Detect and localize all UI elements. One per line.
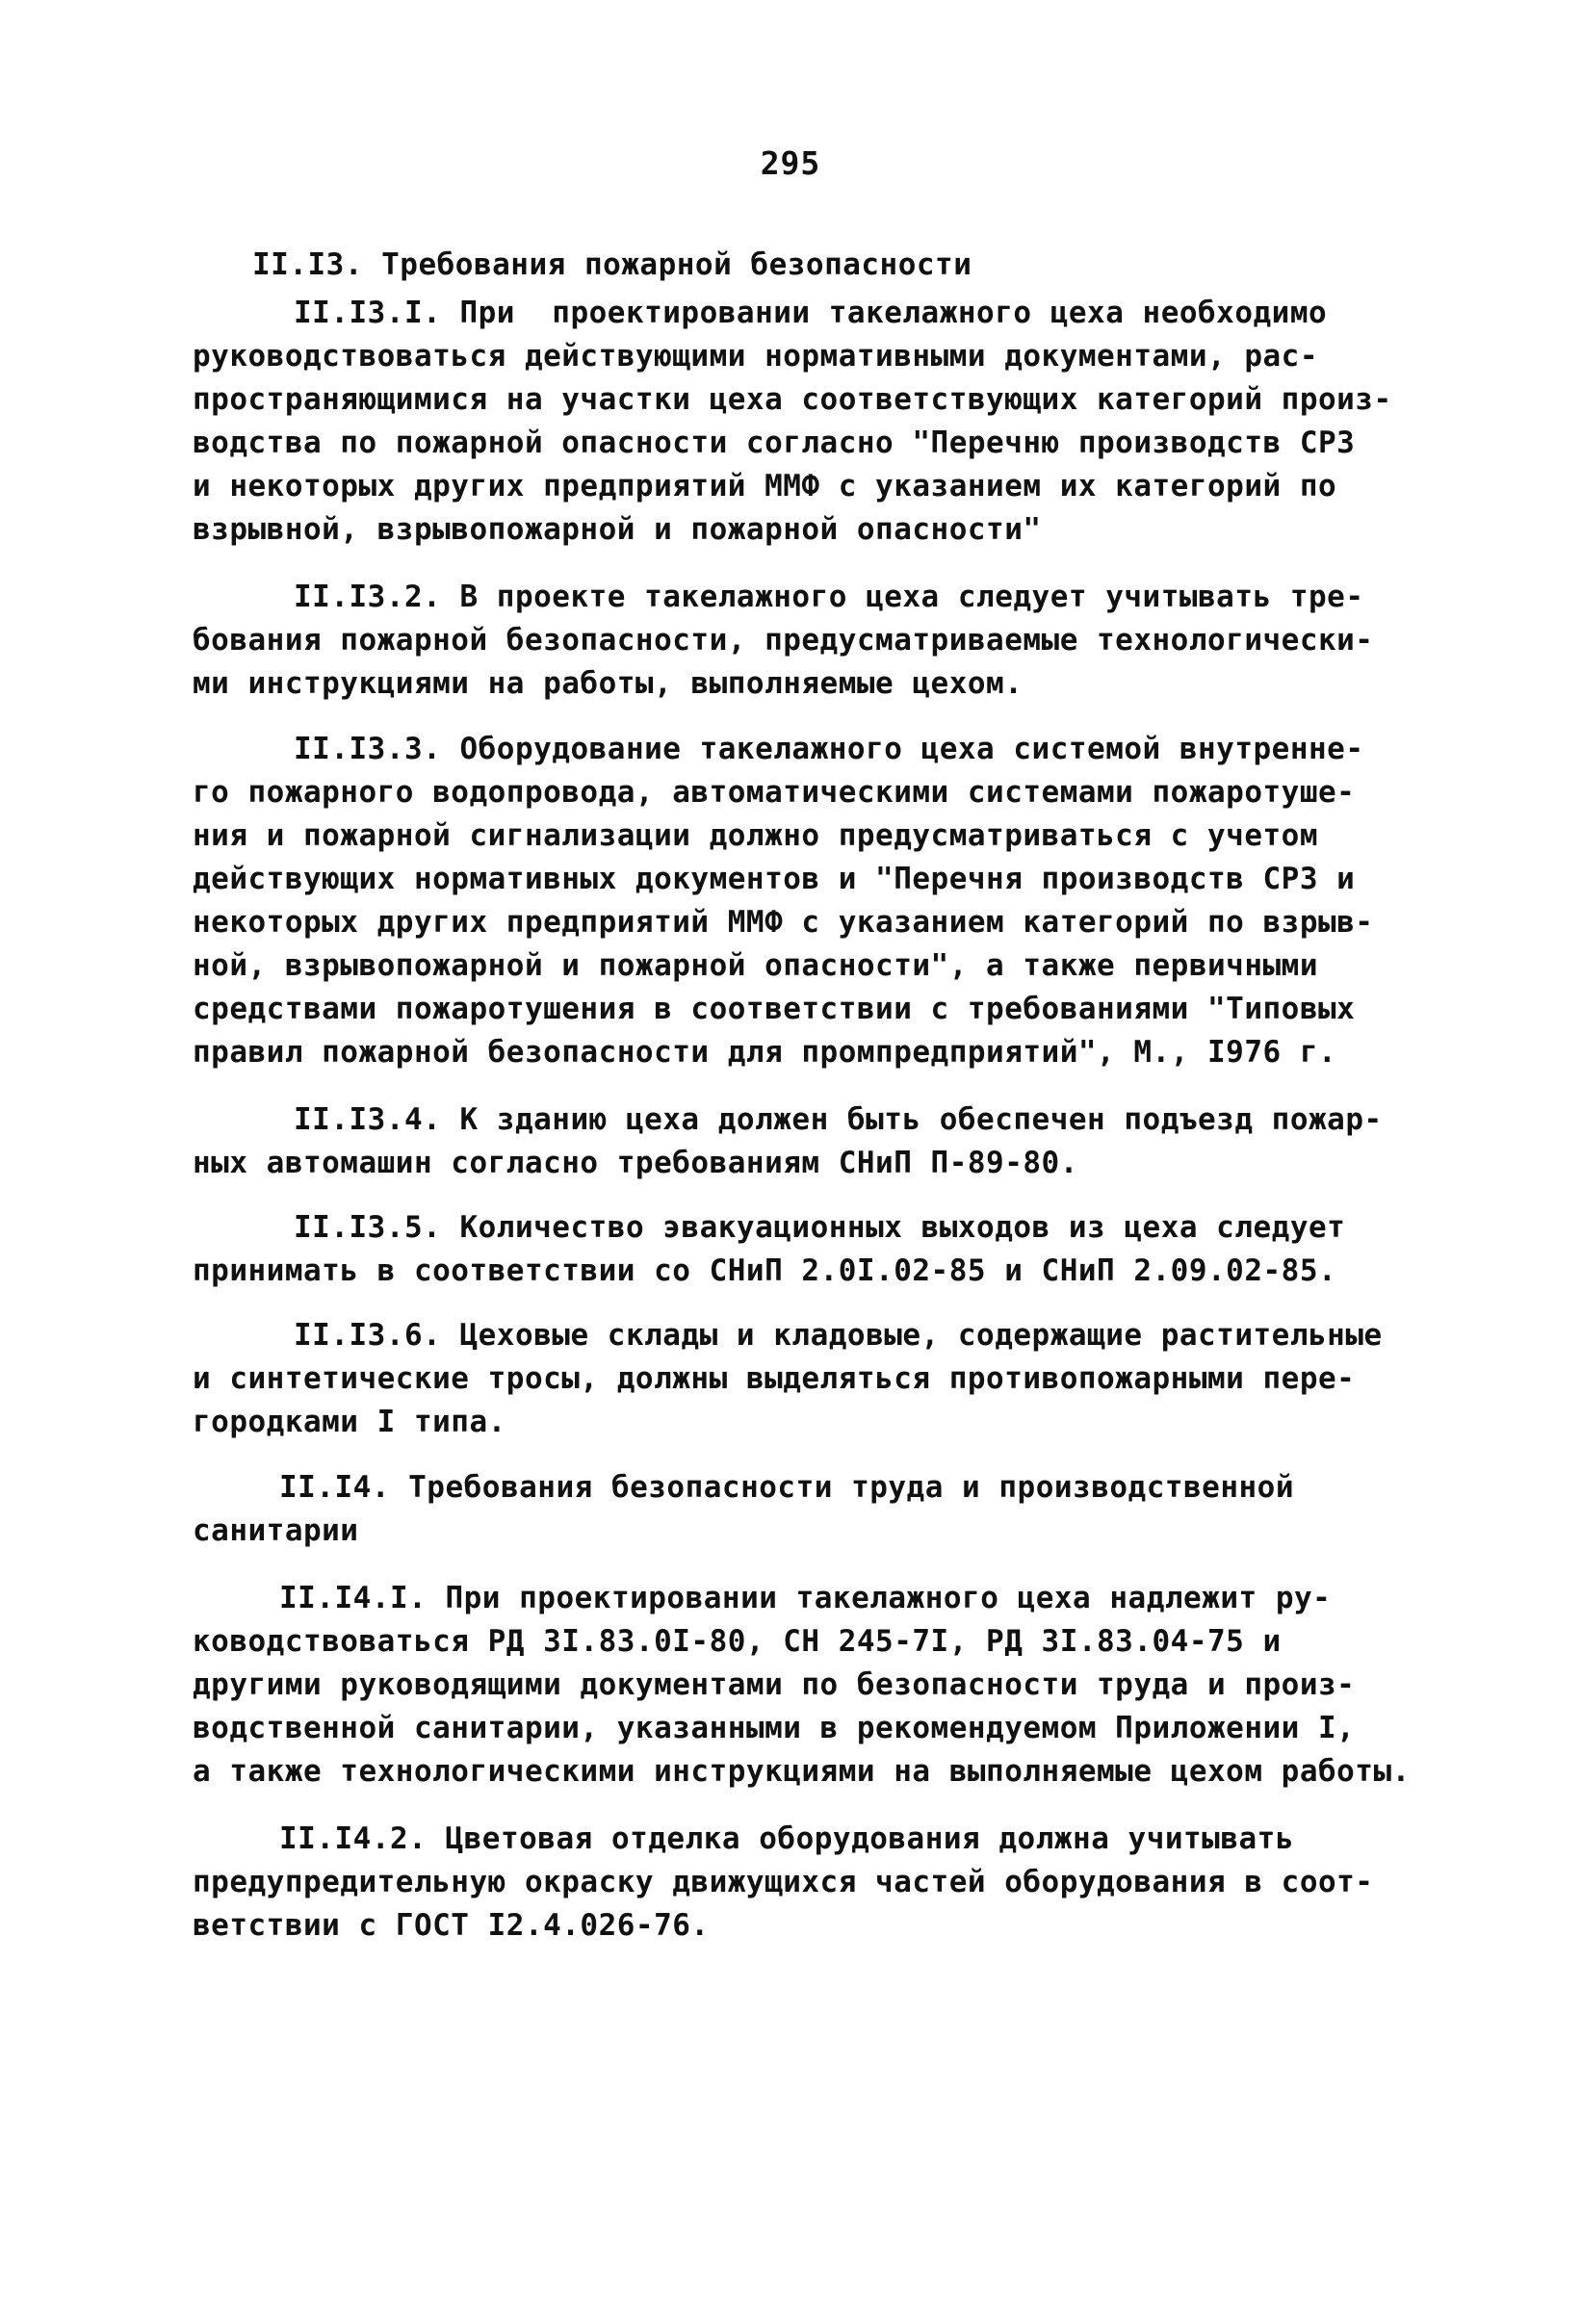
text-line: ных автомашин согласно требованиям СНиП П-89-80. [193, 1146, 1078, 1180]
text-line: санитарии [193, 1513, 359, 1548]
text-line: II.I3. Требования пожарной безопасности [252, 247, 972, 282]
text-line: ной, взрывопожарной и пожарной опасности", а также первичными [193, 948, 1318, 983]
text-line: и некоторых других предприятий ММФ с указанием их категорий по [193, 469, 1337, 504]
text-line: средствами пожаротушения в соответствии с требованиями "Типовых [193, 992, 1356, 1026]
text-line: некоторых других предприятий ММФ с указанием категорий по взрыв- [193, 905, 1374, 940]
text-line: и синтетические тросы, должны выделяться противопожарными пере- [193, 1361, 1356, 1396]
text-line: II.I4.2. Цветовая отделка оборудования должна учитывать [279, 1821, 1294, 1856]
text-line: го пожарного водопровода, автоматическими системами пожаротуше- [193, 775, 1356, 810]
text-line: предупредительную окраску движущихся частей оборудования в соот- [193, 1865, 1374, 1899]
text-line: II.I3.2. В проекте такелажного цеха следует учитывать тре- [294, 580, 1364, 614]
text-line: II.I4.I. При проектировании такелажного цеха надлежит ру- [279, 1581, 1332, 1615]
text-line: ния и пожарной сигнализации должно предусматриваться с учетом [193, 818, 1318, 853]
text-line: ководствоваться РД 3I.83.0I-80, СН 245-7I, РД 3I.83.04-75 и [193, 1624, 1282, 1659]
text-line: городками I типа. [193, 1405, 506, 1439]
text-line: II.I3.4. К зданию цеха должен быть обеспечен подъезд пожар- [294, 1102, 1383, 1137]
text-line: принимать в соответствии со СНиП 2.0I.02-85 и СНиП 2.09.02-85. [193, 1253, 1337, 1288]
text-line: II.I3.3. Оборудование такелажного цеха системой внутренне- [294, 732, 1364, 766]
text-line: действующих нормативных документов и "Перечня производств СРЗ и [193, 862, 1356, 896]
text-line: II.I3.5. Количество эвакуационных выходов из цеха следует [294, 1210, 1346, 1245]
page-number: 295 [760, 144, 821, 182]
text-line: взрывной, взрывопожарной и пожарной опасности" [193, 512, 1042, 547]
text-line: другими руководящими документами по безопасности труда и произ- [193, 1667, 1356, 1702]
text-line: водственной санитарии, указанными в рекомендуемом Приложении I, [193, 1711, 1356, 1745]
text-line: водства по пожарной опасности согласно "Перечню производств СРЗ [193, 426, 1356, 460]
text-line: руководствоваться действующими нормативными документами, рас- [193, 339, 1318, 374]
text-line: II.I3.6. Цеховые склады и кладовые, содержащие растительные [294, 1318, 1383, 1353]
text-line: правил пожарной безопасности для промпредприятий", М., I976 г. [193, 1035, 1337, 1070]
text-line: II.I3.I. При проектировании такелажного цеха необходимо [294, 296, 1328, 330]
text-line: ми инструкциями на работы, выполняемые цехом. [193, 666, 1024, 701]
text-line: ветствии с ГОСТ I2.4.026-76. [193, 1908, 710, 1943]
text-line: II.I4. Требования безопасности труда и производственной [279, 1470, 1294, 1505]
text-line: пространяющимися на участки цеха соответствующих категорий произ- [193, 382, 1392, 417]
text-line: а также технологическими инструкциями на выполняемые цехом работы. [193, 1754, 1411, 1789]
text-line: бования пожарной безопасности, предусматриваемые технологически- [193, 623, 1374, 658]
